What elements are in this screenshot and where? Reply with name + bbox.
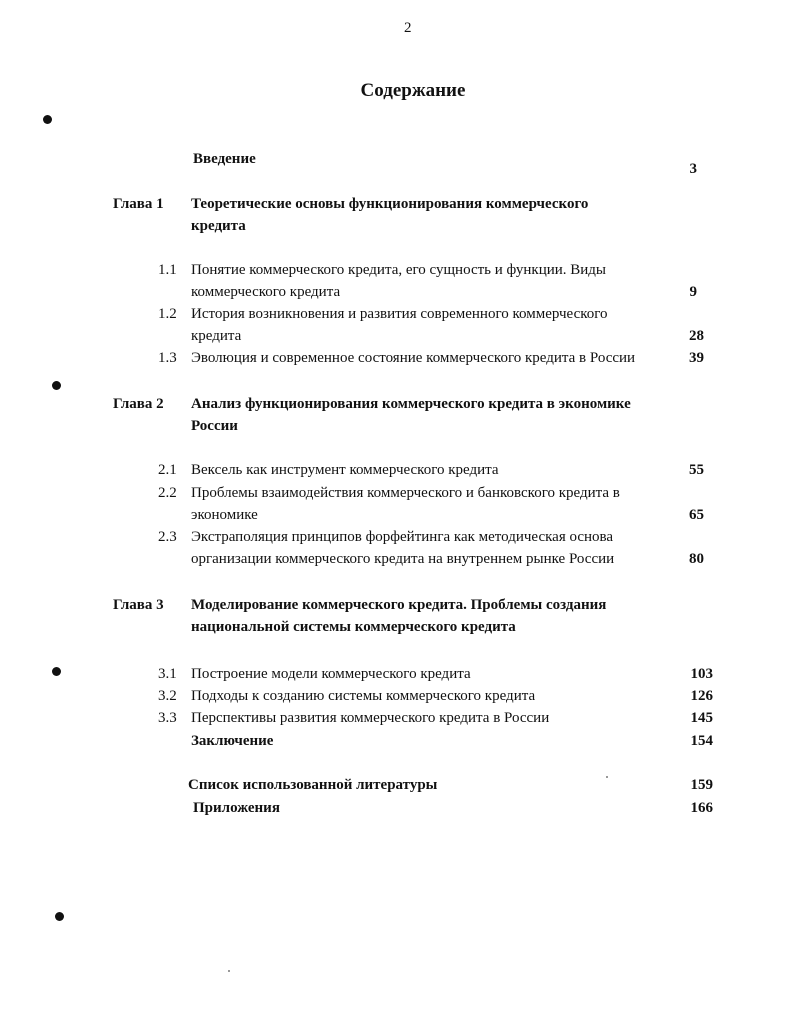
scan-speck (606, 776, 608, 778)
section-2-2-page: 65 (689, 507, 704, 523)
section-3-1-number: 3.1 (158, 666, 177, 682)
section-2-2-title[interactable]: экономике (191, 507, 258, 523)
toc-intro-label[interactable]: Введение (193, 151, 256, 167)
section-2-3-title[interactable]: организации коммерческого кредита на внутреннем рынке России (191, 551, 615, 567)
section-2-1-page: 55 (689, 462, 704, 478)
section-1-3-page: 39 (689, 350, 704, 366)
section-3-2-number: 3.2 (158, 688, 177, 704)
hole-punch-mark (52, 667, 61, 676)
chapter-3-title[interactable]: национальной системы коммерческого кредита (191, 619, 516, 635)
section-1-1-number: 1.1 (158, 262, 177, 278)
section-2-2-title[interactable]: Проблемы взаимодействия коммерческого и банковского кредита в (191, 485, 620, 501)
toc-conclusion-page: 154 (690, 733, 713, 749)
chapter-1-title[interactable]: Теоретические основы функционирования коммерческого (191, 196, 589, 212)
section-1-3-title[interactable]: Эволюция и современное состояние коммерческого кредита в России (191, 350, 636, 366)
section-2-3-page: 80 (689, 551, 704, 567)
section-3-3-number: 3.3 (158, 710, 177, 726)
toc-appendix-label[interactable]: Приложения (193, 800, 280, 816)
section-1-2-number: 1.2 (158, 306, 177, 322)
toc-bibliography-label[interactable]: Список использованной литературы (188, 777, 438, 793)
page-title: Содержание (360, 80, 466, 101)
section-3-3-title[interactable]: Перспективы развития коммерческого кредита в России (191, 710, 550, 726)
chapter-2-title[interactable]: России (191, 418, 238, 434)
chapter-2-label: Глава 2 (113, 396, 164, 412)
section-2-1-number: 2.1 (158, 462, 177, 478)
section-1-1-title[interactable]: коммерческого кредита (191, 284, 341, 300)
section-1-2-title[interactable]: История возникновения и развития современного коммерческого (191, 306, 608, 322)
toc-bibliography-page: 159 (690, 777, 713, 793)
section-3-3-page: 145 (690, 710, 713, 726)
hole-punch-mark (55, 912, 64, 921)
section-3-2-title[interactable]: Подходы к созданию системы коммерческого кредита (191, 688, 536, 704)
chapter-3-label: Глава 3 (113, 597, 164, 613)
toc-conclusion-label[interactable]: Заключение (191, 733, 274, 749)
chapter-1-label: Глава 1 (113, 196, 164, 212)
hole-punch-mark (52, 381, 61, 390)
section-2-3-title[interactable]: Экстраполяция принципов форфейтинга как методическая основа (191, 529, 614, 545)
page-number: 2 (404, 20, 412, 36)
toc-appendix-page: 166 (690, 800, 713, 816)
section-1-3-number: 1.3 (158, 350, 177, 366)
section-1-1-page: 9 (689, 284, 697, 300)
scan-speck (228, 970, 230, 972)
section-1-1-title[interactable]: Понятие коммерческого кредита, его сущность и функции. Виды (191, 262, 607, 278)
section-3-2-page: 126 (690, 688, 713, 704)
section-3-1-title[interactable]: Построение модели коммерческого кредита (191, 666, 471, 682)
chapter-3-title[interactable]: Моделирование коммерческого кредита. Проблемы создания (191, 597, 607, 613)
hole-punch-mark (43, 115, 52, 124)
chapter-1-title[interactable]: кредита (191, 218, 246, 234)
section-3-1-page: 103 (690, 666, 713, 682)
section-1-2-page: 28 (689, 328, 704, 344)
toc-intro-page: 3 (689, 161, 697, 177)
section-2-3-number: 2.3 (158, 529, 177, 545)
section-2-1-title[interactable]: Вексель как инструмент коммерческого кредита (191, 462, 499, 478)
section-2-2-number: 2.2 (158, 485, 177, 501)
section-1-2-title[interactable]: кредита (191, 328, 242, 344)
chapter-2-title[interactable]: Анализ функционирования коммерческого кредита в экономике (191, 396, 631, 412)
